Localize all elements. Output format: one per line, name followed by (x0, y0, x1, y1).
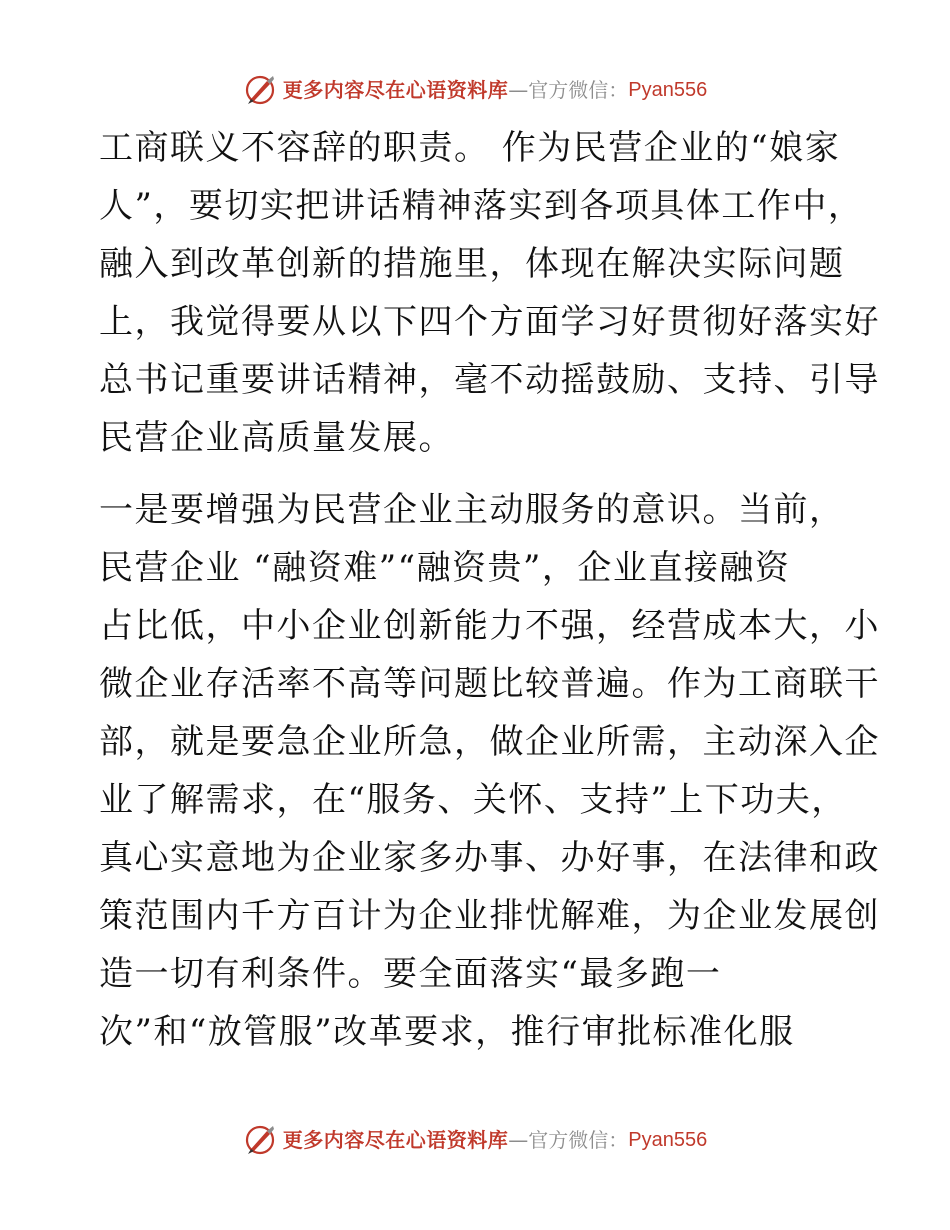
text-line: 真心实意地为企业家多办事、办好事，在法律和政 (99, 838, 880, 878)
text-line: 次”和“放管服”改革要求，推行审批标准化服 (99, 1012, 795, 1052)
watermark-wechat-id: Pyan556 (628, 1129, 708, 1151)
text-line: 民营企业高质量发展。 (99, 418, 454, 458)
watermark-separator: — (508, 1128, 529, 1152)
text-line: 总书记重要讲话精神，毫不动摇鼓励、支持、引导 (99, 360, 880, 400)
text-line: 融入到改革创新的措施里，体现在解决实际问题 (99, 244, 845, 284)
text-line: 策范围内千方百计为企业排忧解难，为企业发展创 (99, 896, 880, 936)
watermark-site-name: 更多内容尽在心语资料库 (282, 1128, 509, 1152)
text-line: 微企业存活率不高等问题比较普遍。作为工商联干 (99, 664, 880, 704)
text-line: 民营企业 “融资难”“融资贵”，企业直接融资 (99, 548, 791, 588)
text-line: 工商联义不容辞的职责。 作为民营企业的“娘家 (99, 128, 841, 168)
text-line: 业了解需求，在“服务、关怀、支持”上下功夫， (99, 780, 847, 820)
quill-pen-logo-icon (243, 73, 277, 107)
text-line: 人”，要切实把讲话精神落实到各项具体工作中， (99, 186, 864, 226)
text-line: 上，我觉得要从以下四个方面学习好贯彻好落实好 (99, 302, 880, 342)
header-watermark (0, 70, 950, 110)
watermark-wechat-label: 官方微信： (528, 1128, 629, 1152)
watermark-site-name: 更多内容尽在心语资料库 (282, 78, 509, 102)
footer-watermark (0, 1120, 950, 1160)
text-line: 部，就是要急企业所急，做企业所需，主动深入企 (99, 722, 880, 762)
watermark-separator: — (508, 78, 529, 102)
document-body (99, 119, 880, 1061)
watermark-wechat-label: 官方微信： (528, 78, 629, 102)
text-line: 造一切有利条件。要全面落实“最多跑一 (99, 954, 722, 994)
text-line: 一是要增强为民营企业主动服务的意识。当前， (99, 490, 845, 530)
paragraph-2 (99, 481, 880, 1061)
paragraph-spacer (99, 467, 859, 481)
text-line: 占比低，中小企业创新能力不强，经营成本大，小 (99, 606, 880, 646)
watermark-wechat-id: Pyan556 (628, 79, 708, 101)
quill-pen-logo-icon (243, 1123, 277, 1157)
paragraph-1 (99, 119, 880, 467)
